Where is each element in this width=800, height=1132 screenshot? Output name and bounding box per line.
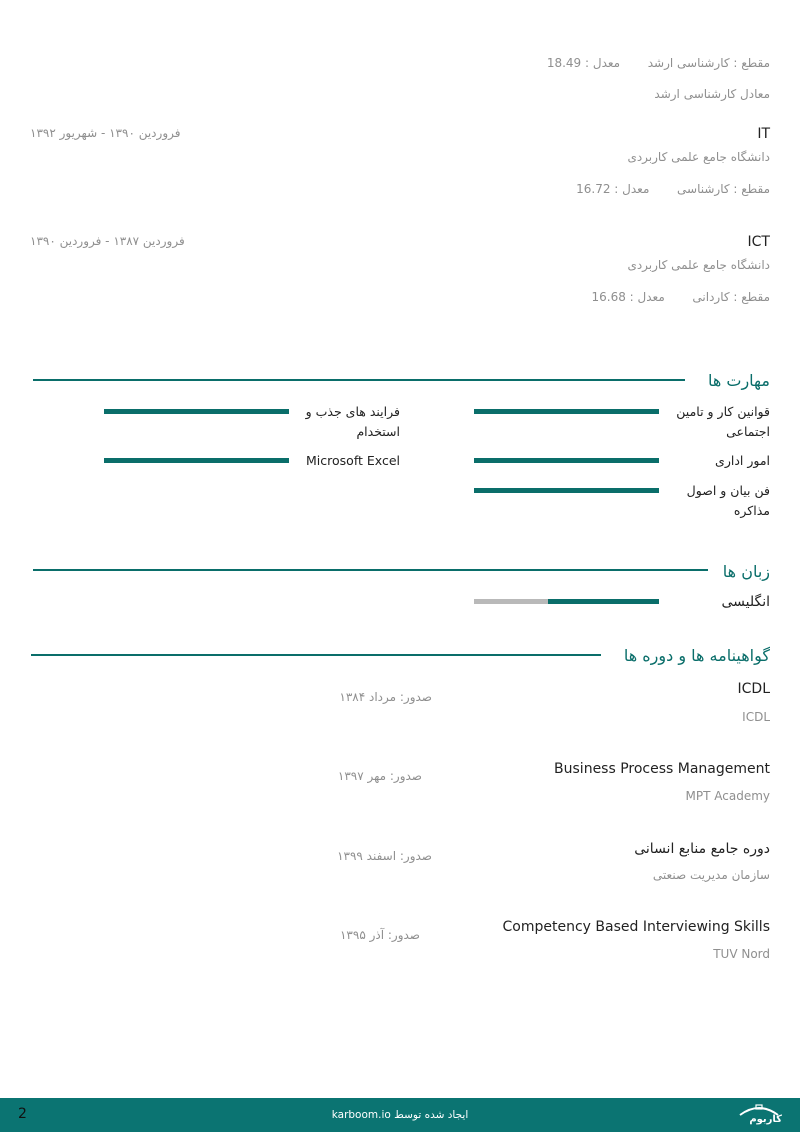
edu-top-degree: مقطع : کارشناسی ارشد	[647, 56, 770, 70]
skill-bar	[104, 409, 289, 414]
skill-bar	[474, 488, 659, 493]
edu-top-degree-row	[547, 56, 770, 70]
edu-degree: مقطع : کاردانی	[692, 290, 770, 304]
edu-period: فروردین ۱۳۹۰ - شهریور ۱۳۹۲	[30, 126, 181, 140]
edu-top-equivalent: معادل کارشناسی ارشد	[654, 87, 770, 101]
skill-bar	[104, 458, 289, 463]
language-bar-fill	[548, 599, 659, 604]
languages-divider	[33, 569, 708, 571]
skill-bar	[474, 458, 659, 463]
skill-label: Microsoft Excel	[306, 453, 400, 468]
edu-field: ICT	[747, 234, 770, 250]
edu-university: دانشگاه جامع علمی کاربردی	[627, 258, 770, 272]
language-label: انگلیسی	[721, 594, 770, 610]
certificate-date: صدور: اسفند ۱۳۹۹	[337, 849, 432, 863]
edu-degree-row	[576, 182, 770, 196]
page-number: 2	[18, 1106, 27, 1122]
edu-degree-row	[591, 290, 770, 304]
certificate-name: ICDL	[737, 681, 770, 697]
edu-degree: مقطع : کارشناسی	[677, 182, 770, 196]
certificate-name: دوره جامع منابع انسانی	[634, 841, 770, 857]
certificates-divider	[31, 654, 601, 656]
edu-period: فروردین ۱۳۸۷ - فروردین ۱۳۹۰	[30, 234, 185, 248]
skill-label: امور اداری	[715, 453, 770, 468]
skills-section-title: مهارت ها	[707, 371, 770, 390]
edu-university: دانشگاه جامع علمی کاربردی	[627, 150, 770, 164]
certificates-section-title: گواهینامه ها و دوره ها	[623, 646, 770, 665]
certificate-date: صدور: مهر ۱۳۹۷	[337, 769, 422, 783]
skill-label: فرایند های جذب و استخدام	[305, 404, 400, 439]
skills-divider	[33, 379, 685, 381]
skill-bar	[474, 409, 659, 414]
certificate-name: Business Process Management	[554, 761, 770, 777]
edu-top-gpa: معدل : 18.49	[546, 56, 621, 70]
certificate-issuer: ICDL	[742, 710, 770, 724]
karboom-logo	[736, 1102, 782, 1128]
certificate-date: صدور: آذر ۱۳۹۵	[339, 928, 420, 942]
certificate-issuer: MPT Academy	[685, 789, 770, 803]
certificate-name: Competency Based Interviewing Skills	[502, 919, 770, 935]
skill-label: فن بیان و اصول مذاکره	[686, 483, 770, 518]
certificate-date: صدور: مرداد ۱۳۸۴	[339, 690, 432, 704]
logo-text: کاربوم	[749, 1114, 782, 1125]
skill-label: قوانین کار و تامین اجتماعی	[676, 404, 770, 439]
footer-credit[interactable]: ایجاد شده توسط karboom.io	[331, 1109, 469, 1121]
edu-field: IT	[757, 126, 770, 142]
languages-section-title: زبان ها	[722, 562, 770, 581]
footer	[0, 1098, 800, 1132]
language-bar	[474, 599, 659, 604]
certificate-issuer: سازمان مدیریت صنعتی	[652, 868, 770, 882]
edu-gpa: معدل : 16.68	[591, 290, 665, 304]
certificate-issuer: TUV Nord	[713, 947, 770, 961]
edu-gpa: معدل : 16.72	[576, 182, 650, 196]
